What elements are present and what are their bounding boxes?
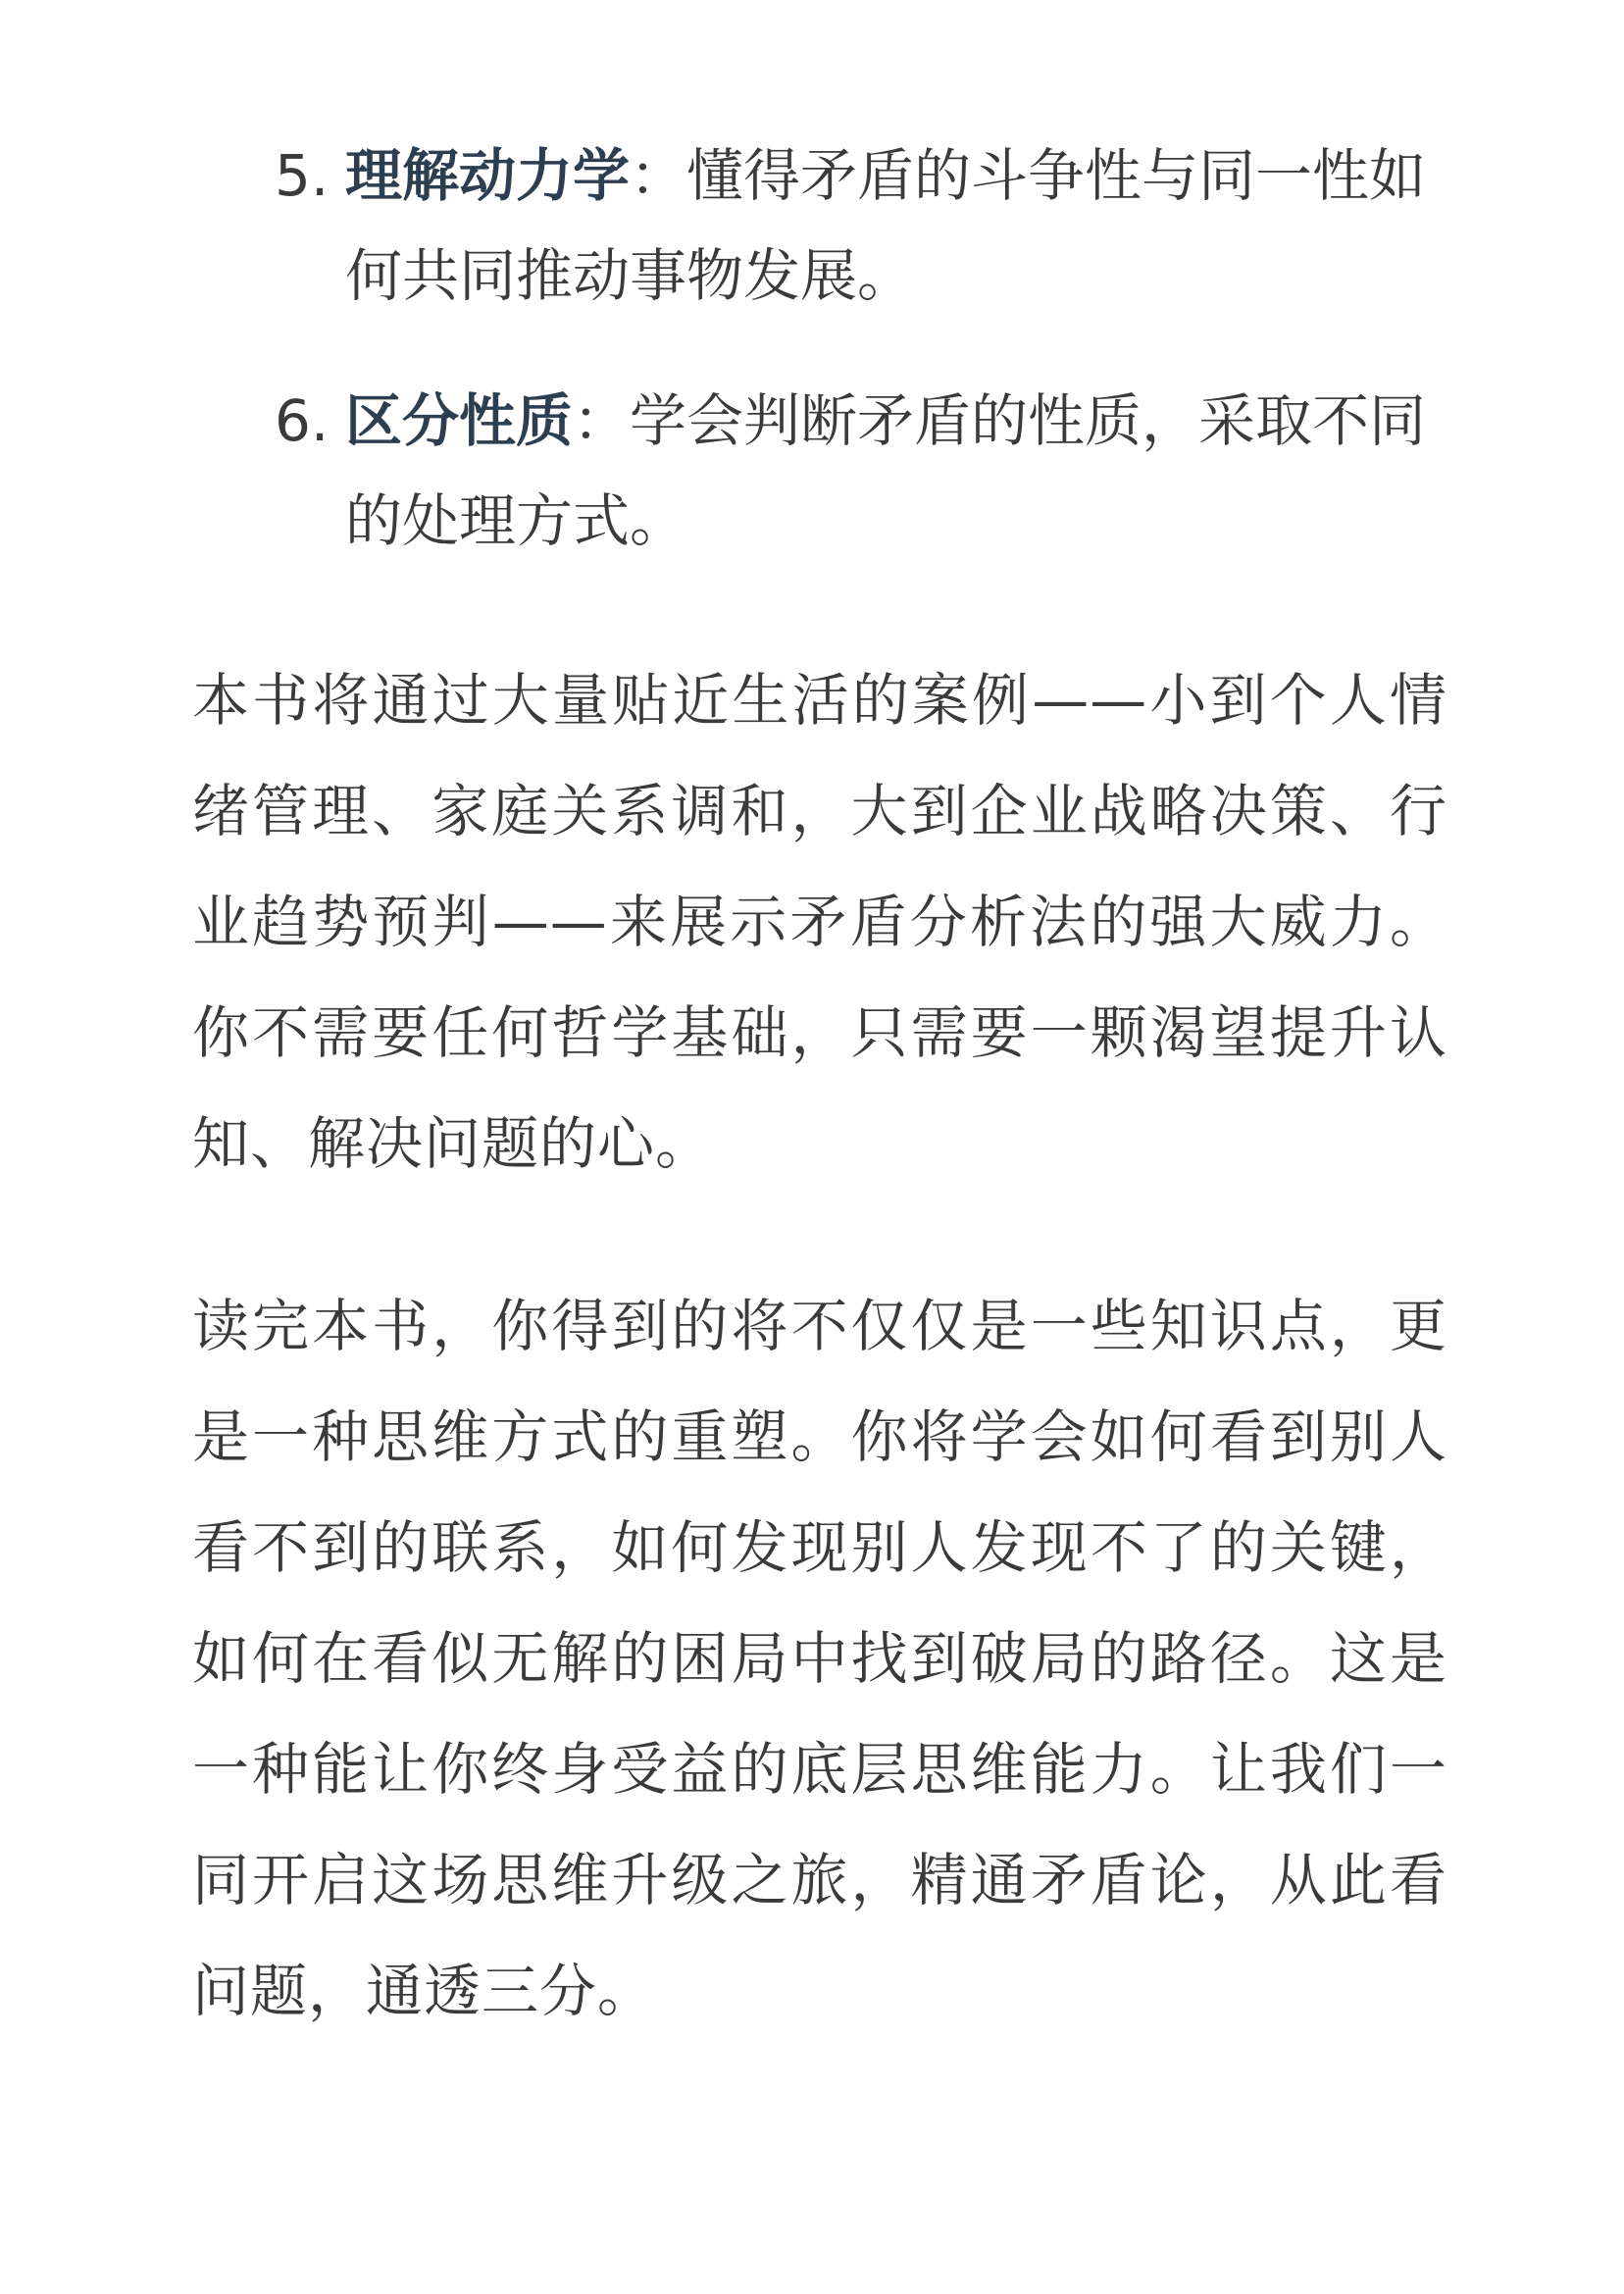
body-paragraph-1: 本书将通过大量贴近生活的案例——小到个人情绪管理、家庭关系调和，大到企业战略决策、行业趋势预判——来展示矛盾分析法的强大威力。你不需要任何哲学基础，只需要一颗渴望提升认知、解决问题的心。: [192, 667, 1447, 1177]
numbered-list: [275, 126, 1432, 616]
list-item: [275, 371, 1432, 571]
list-item-term: 理解动力学: [345, 142, 631, 209]
list-item-text: 懂得矛盾的斗争性与同一性如何共同推动事物发展。: [345, 142, 1427, 309]
body-paragraph-2: 读完本书，你得到的将不仅仅是一些知识点，更是一种思维方式的重塑。你将学会如何看到别人看不到的联系，如何发现别人发现不了的关键，如何在看似无解的困局中找到破局的路径。这是一种能让你终身受益的底层思维能力。让我们一同开启这场思维升级之旅，精通矛盾论，从此看问题，通透三分。: [192, 1293, 1447, 2024]
list-item-text: 学会判断矛盾的性质，采取不同的处理方式。: [345, 387, 1427, 554]
list-item-separator: ：: [630, 142, 687, 209]
list-item: [275, 126, 1432, 326]
list-item-separator: ：: [573, 387, 631, 454]
list-item-number: 6.: [275, 387, 330, 454]
list-item-term: 区分性质: [345, 387, 574, 454]
list-item-number: 5.: [275, 142, 330, 209]
